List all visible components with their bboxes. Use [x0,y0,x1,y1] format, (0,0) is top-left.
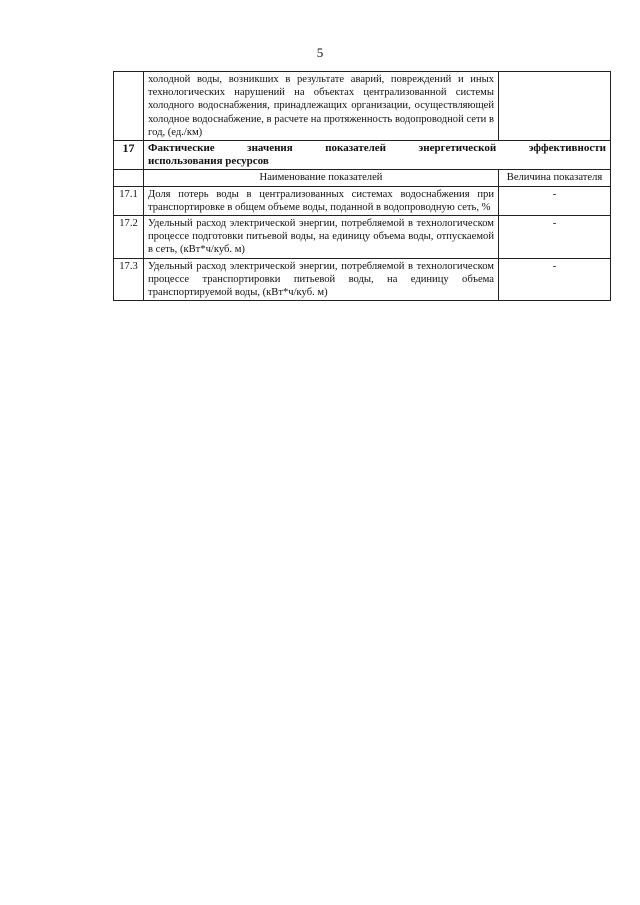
header-name: Наименование показателей [144,170,499,186]
indicator-name: холодной воды, возникших в результате аварий, повреждений и иных технологических нарушений на объектах централизованной системы холодного водоснабжения, принадлежащих организации, осуществляющей холодное водоснабжение, в расчете на протяженность водопроводной сети в год, (ед./км) [144,72,499,141]
section-title-word: Фактические [148,142,215,155]
section-title-word: показателей [325,142,387,155]
indicator-name: Доля потерь воды в централизованных системах водоснабжения при транспортировке в общем объеме воды, поданной в водопроводную сеть, % [144,186,499,215]
indicator-name: Удельный расход электрической энергии, потребляемой в технологическом процессе подготовки питьевой воды, на единицу объема воды, отпускаемой в сеть, (кВт*ч/куб. м) [144,216,499,259]
table-row [114,186,611,215]
section-title-line1 [148,142,606,155]
table-row [114,258,611,301]
section-title-word: эффективности [528,142,606,155]
indicators-table [113,71,611,301]
column-header-row [114,170,611,186]
row-number: 17.3 [114,258,144,301]
header-number-cell [114,170,144,186]
section-title-word: энергетической [418,142,497,155]
page-number: 5 [316,45,324,60]
header-value: Величина показателя [499,170,611,186]
section-title-word: значения [247,142,293,155]
row-number-cell [114,72,144,141]
row-number: 17.2 [114,216,144,259]
row-number: 17.1 [114,186,144,215]
section-title-line2: использования ресурсов [148,155,269,168]
indicator-name: Удельный расход электрической энергии, потребляемой в технологическом процессе транспортировки питьевой воды, на единицу объема транспортируемой воды, (кВт*ч/куб. м) [144,258,499,301]
indicator-value [499,72,611,141]
table-row-continuation [114,72,611,141]
section-number: 17 [114,141,144,170]
section-header-row [114,141,611,170]
indicator-value: - [499,186,611,215]
table-row [114,216,611,259]
indicator-value: - [499,258,611,301]
indicator-value: - [499,216,611,259]
section-title [144,141,611,170]
